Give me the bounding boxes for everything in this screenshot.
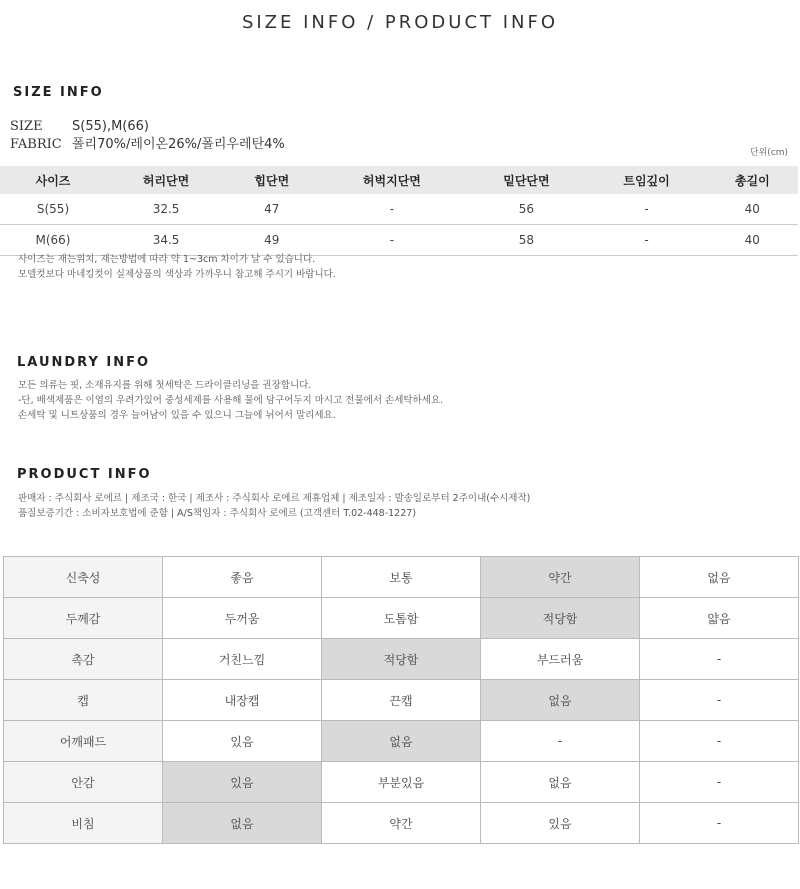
attribute-option-selected: 없음 [481,680,640,721]
table-cell: 34.5 [106,225,226,256]
product-text [18,491,530,521]
attribute-row [4,721,799,762]
attribute-option: - [640,721,799,762]
table-cell: - [587,194,707,225]
fabric-spec [10,133,285,152]
column-header: 허리단면 [106,166,226,194]
attribute-option: - [481,721,640,762]
attribute-label: 비침 [4,803,163,844]
table-row [0,194,798,225]
attribute-row [4,598,799,639]
attribute-option-selected: 약간 [481,557,640,598]
laundry-line: -단, 배색제품은 이염의 우려가있어 중성세제를 사용해 물에 담구어두지 마시고 전물에서 손세탁하세요. [18,395,444,406]
attribute-option-selected: 적당함 [481,598,640,639]
attribute-row [4,803,799,844]
attribute-option: 없음 [640,557,799,598]
attribute-table [3,556,799,844]
attribute-label: 안감 [4,762,163,803]
attribute-option: 부드러움 [481,639,640,680]
table-cell: S(55) [0,194,106,225]
attribute-option: 거친느낌 [163,639,322,680]
attribute-option: 있음 [481,803,640,844]
note-line: 사이즈는 재는위치, 재는방법에 따라 약 1~3cm 차이가 날 수 있습니다. [18,254,316,265]
attribute-option-selected: 없음 [322,721,481,762]
attribute-option: 약간 [322,803,481,844]
table-cell: - [317,194,466,225]
attribute-option: 부분있음 [322,762,481,803]
attribute-row [4,557,799,598]
product-info-heading: PRODUCT INFO [17,467,152,482]
product-line: 품질보증기간 : 소비자보호법에 준함 | A/S책임자 : 주식회사 로에르 (고객센터 T.02-448-1227) [18,508,417,519]
size-value: S(55),M(66) [72,119,149,134]
attribute-option: 없음 [481,762,640,803]
attribute-row [4,639,799,680]
attribute-option: 두꺼움 [163,598,322,639]
size-key: SIZE [10,119,43,134]
laundry-info-heading: LAUNDRY INFO [17,355,151,370]
laundry-text [18,378,443,423]
attribute-option-selected: 있음 [163,762,322,803]
table-cell: - [587,225,707,256]
table-cell: - [317,225,466,256]
attribute-option: - [640,639,799,680]
column-header: 트임깊이 [587,166,707,194]
attribute-option-selected: 적당함 [322,639,481,680]
page-title: SIZE INFO / PRODUCT INFO [241,12,559,33]
note-line: 모델컷보다 마네킹컷이 실제상품의 색상과 가까우니 참고해 주시기 바랍니다. [18,269,336,280]
column-header: 허벅지단면 [317,166,466,194]
attribute-label: 캡 [4,680,163,721]
size-notes [18,252,336,282]
product-line: 판매자 : 주식회사 로에르 | 제조국 : 한국 | 제조사 : 주식회사 로에르 제휴업체 | 제조일자 : 발송일로부터 2주이내(수시제작) [18,493,531,504]
laundry-line: 모든 의류는 핏, 소재유지를 위해 첫세탁은 드라이클리닝을 권장합니다. [18,380,312,391]
attribute-option: 얇음 [640,598,799,639]
column-header: 사이즈 [0,166,106,194]
fabric-value: 폴리70%/레이온26%/폴리우레탄4% [72,137,285,152]
fabric-key: FABRIC [10,137,62,152]
attribute-label: 신축성 [4,557,163,598]
laundry-line: 손세탁 및 니트상품의 경우 늘어남이 있을 수 있으니 그늘에 뉘어서 말리세요. [18,410,336,421]
attribute-row [4,762,799,803]
table-cell: 58 [466,225,586,256]
attribute-option: 끈캡 [322,680,481,721]
column-header: 밑단단면 [466,166,586,194]
attribute-option: - [640,680,799,721]
table-row [0,225,798,256]
attribute-option: - [640,762,799,803]
attribute-label: 촉감 [4,639,163,680]
attribute-option: 좋음 [163,557,322,598]
attribute-option: 내장캡 [163,680,322,721]
attribute-label: 두께감 [4,598,163,639]
attribute-option-selected: 없음 [163,803,322,844]
table-cell: 49 [226,225,317,256]
attribute-option: 있음 [163,721,322,762]
unit-label: 단위(cm) [749,148,788,158]
table-cell: M(66) [0,225,106,256]
table-cell: 47 [226,194,317,225]
size-table [0,166,798,256]
table-cell: 56 [466,194,586,225]
table-cell: 32.5 [106,194,226,225]
attribute-row [4,680,799,721]
size-spec [10,119,149,134]
size-info-heading: SIZE INFO [13,85,104,100]
attribute-option: 도톰함 [322,598,481,639]
attribute-option: - [640,803,799,844]
column-header: 총길이 [707,166,798,194]
table-cell: 40 [707,194,798,225]
column-header: 힙단면 [226,166,317,194]
table-cell: 40 [707,225,798,256]
attribute-option: 보통 [322,557,481,598]
attribute-label: 어깨패드 [4,721,163,762]
